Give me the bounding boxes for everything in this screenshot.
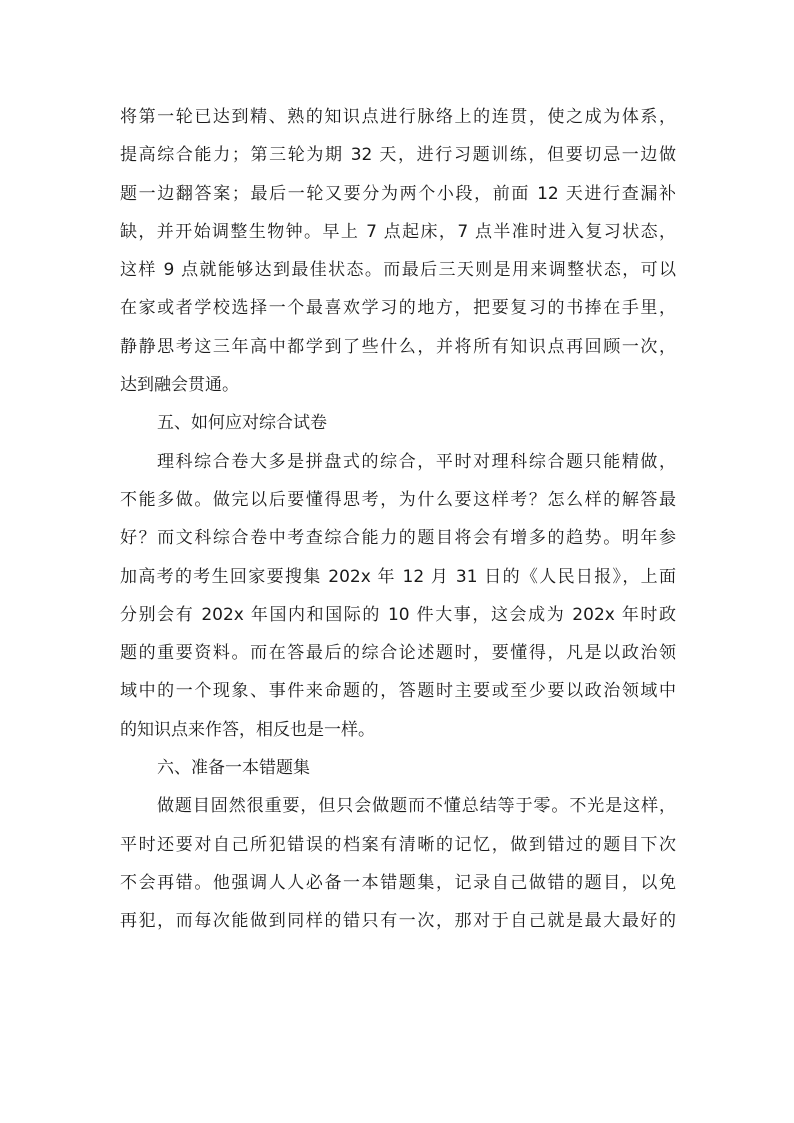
paragraph-line: 做题目固然很重要，但只会做题而不懂总结等于零。不光是这样， (157, 796, 676, 817)
paragraph-line: 在家或者学校选择一个最喜欢学习的地方，把要复习的书捧在手里， (120, 298, 676, 319)
paragraph-line: 达到融会贯通。 (120, 375, 239, 396)
section-heading: 六、准备一本错题集 (157, 758, 310, 779)
section-heading: 五、如何应对综合试卷 (157, 413, 327, 434)
paragraph-line: 题一边翻答案；最后一轮又要分为两个小段，前面 12 天进行查漏补 (120, 183, 676, 204)
paragraph-line: 将第一轮已达到精、熟的知识点进行脉络上的连贯，使之成为体系， (120, 107, 676, 127)
paragraph-line: 好？而文科综合卷中考查综合能力的题目将会有增多的趋势。明年参 (120, 528, 676, 549)
document-body (120, 98, 676, 941)
paragraph-line: 再犯，而每次能做到同样的错只有一次，那对于自己就是最大最好的 (120, 911, 676, 932)
paragraph-line: 域中的一个现象、事件来命题的，答题时主要或至少要以政治领域中 (120, 681, 676, 702)
paragraph-line: 不能多做。做完以后要懂得思考，为什么要这样考？怎么样的解答最 (120, 489, 676, 510)
paragraph-line: 静静思考这三年高中都学到了些什么，并将所有知识点再回顾一次， (120, 336, 676, 357)
paragraph-line: 的知识点来作答，相反也是一样。 (120, 719, 375, 740)
paragraph-line: 题的重要资料。而在答最后的综合论述题时，要懂得，凡是以政治领 (120, 643, 676, 664)
paragraph-line: 不会再错。他强调人人必备一本错题集，记录自己做错的题目，以免 (120, 872, 676, 893)
paragraph-line: 分别会有 202x 年国内和国际的 10 件大事，这会成为 202x 年时政 (120, 604, 676, 625)
paragraph-line: 缺，并开始调整生物钟。早上 7 点起床，7 点半准时进入复习状态， (120, 221, 676, 242)
paragraph-line: 平时还要对自己所犯错误的档案有清晰的记忆，做到错过的题目下次 (120, 834, 676, 855)
paragraph-line: 理科综合卷大多是拼盘式的综合，平时对理科综合题只能精做， (157, 451, 676, 472)
paragraph-line: 提高综合能力；第三轮为期 32 天，进行习题训练，但要切忌一边做 (120, 145, 676, 166)
paragraph-line: 加高考的考生回家要搜集 202x 年 12 月 31 日的《人民日报》，上面 (120, 566, 676, 587)
paragraph-line: 这样 9 点就能够达到最佳状态。而最后三天则是用来调整状态，可以 (120, 260, 676, 281)
